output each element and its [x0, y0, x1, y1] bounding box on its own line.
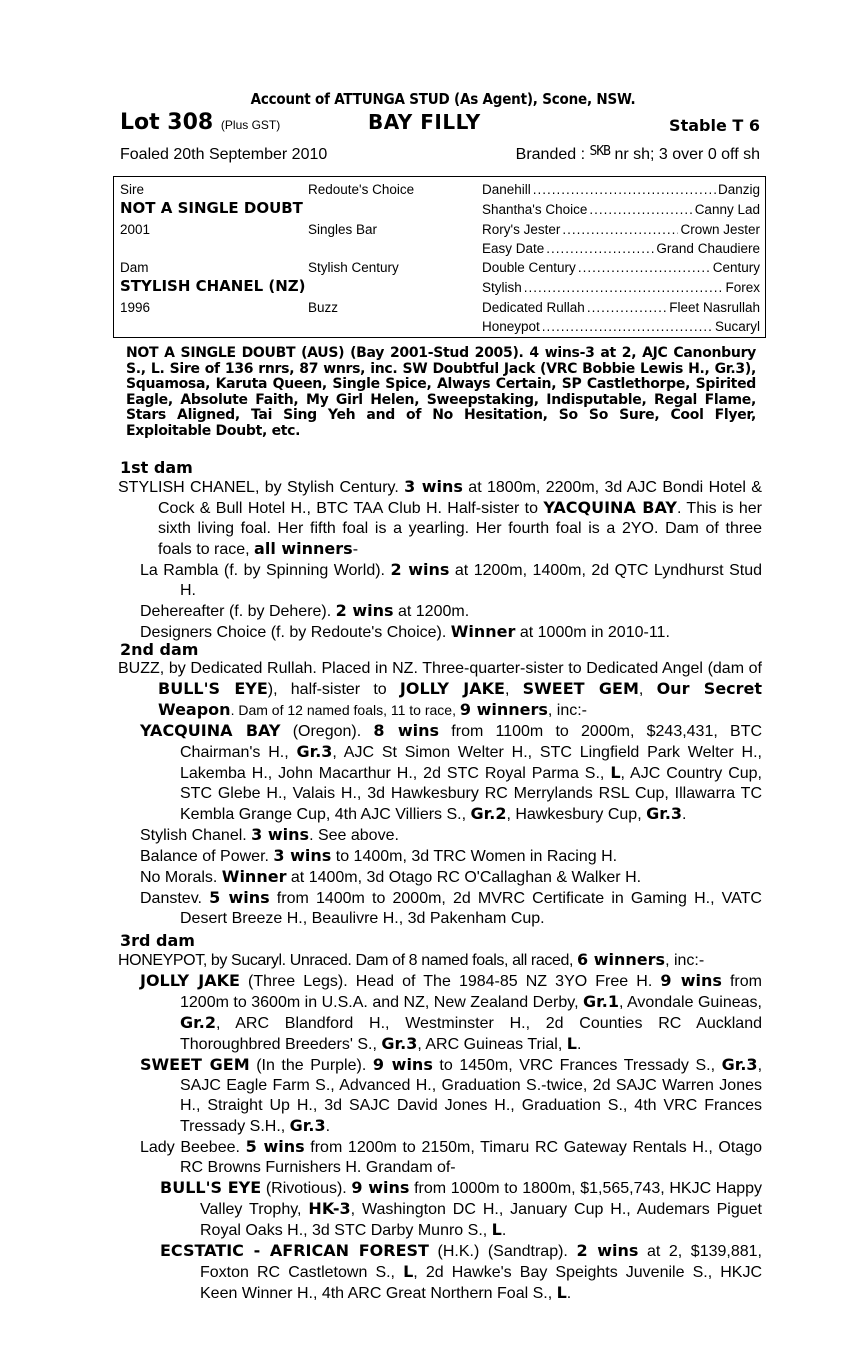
- gp-right: Century: [712, 260, 760, 275]
- gp-left: Double Century: [482, 260, 576, 275]
- sire-summary: NOT A SINGLE DOUBT (AUS) (Bay 2001-Stud 2005). 4 wins-3 at 2, AJC Canonbury S., L. Sire of 136 rnrs, 87 wnrs, inc. SW Doubtful Jack (VRC Bobbie Lewis H., Gr.3), Squamosa, Karuta Queen, Single Spice, Always Certain, SP Castlethorpe, Spirited Eagle, Absolute Faith, My Girl Helen, Sweepstaking, Indisputable, Regal Flame, Stars Aligned, Tai Sing Yeh and of No Hesitation, So So Sure, Cool Flyer, Exploitable Doubt, etc.: [126, 345, 756, 439]
- lot-label: Lot 308: [120, 110, 214, 135]
- section-heading: 3rd dam: [120, 931, 195, 950]
- gp-right: Sucaryl: [714, 319, 760, 334]
- progeny-entry: Balance of Power. 3 wins to 1400m, 3d TRC Women in Racing H.: [140, 846, 618, 865]
- grandparent-row: [482, 299, 760, 316]
- foaled-line: [120, 146, 762, 168]
- gp-right: Crown Jester: [680, 222, 760, 237]
- gp-right: Grand Chaudiere: [656, 241, 760, 256]
- dam-year: 1996: [120, 300, 151, 315]
- grandparent-row: [482, 240, 760, 257]
- progeny-entry: SWEET GEM (In the Purple). 9 wins to 1450m, VRC Frances Tressady S., Gr.3, SAJC Eagle Farm S., Advanced H., Graduation S.-twice, 2d SAJC Warren Jones H., Straight Up H., 3d SAJC David Jones H., Graduation S., 4th VRC Frances Tressady S.H., Gr.3.: [140, 1055, 763, 1135]
- section-heading: 2nd dam: [120, 640, 199, 659]
- second-dam-section: [120, 641, 762, 929]
- lot-number: [120, 110, 280, 135]
- progeny-entry: Dehereafter (f. by Dehere). 2 wins at 1200m.: [140, 601, 470, 620]
- section-heading: 1st dam: [120, 458, 193, 477]
- lot-line: [120, 110, 762, 140]
- dam-paragraph: BUZZ, by Dedicated Rullah. Placed in NZ. Three-quarter-sister to Dedicated Angel (dam of BULL'S EYE), half-sister to JOLLY JAKE, SWEET GEM, Our Secret Weapon. Dam of 12 named foals, 11 to race, 9 winners, inc:-: [118, 660, 763, 719]
- grandparent-row: [482, 181, 760, 198]
- gp-left: Shantha's Choice: [482, 202, 588, 217]
- gst-note: (Plus GST): [220, 118, 281, 132]
- pedigree-table: [113, 176, 766, 338]
- dam-sire: Stylish Century: [308, 260, 399, 275]
- vendor-account: Account of ATTUNGA STUD (As Agent), Scone, NSW.: [250, 90, 636, 108]
- grandparent-row: [482, 201, 760, 218]
- progeny-entry: La Rambla (f. by Spinning World). 2 wins at 1200m, 1400m, 2d QTC Lyndhurst Stud H.: [140, 560, 762, 599]
- sire-year: 2001: [120, 222, 151, 237]
- gp-left: Dedicated Rullah: [482, 300, 585, 315]
- grandparent-row: [482, 259, 760, 276]
- gp-left: Stylish: [482, 280, 522, 295]
- stable-number: Stable T 6: [669, 116, 760, 135]
- grandprogeny-entry: BULL'S EYE (Rivotious). 9 wins from 1000m to 1800m, $1,565,743, HKJC Happy Valley Trophy, HK-3, Washington DC H., January Cup H., Audemars Piguet Royal Oaks H., 3d STC Darby Munro S., L.: [160, 1178, 763, 1239]
- dam-name: STYLISH CHANEL (NZ): [120, 277, 306, 295]
- progeny-entry: Stylish Chanel. 3 wins. See above.: [140, 825, 399, 844]
- progeny-entry: No Morals. Winner at 1400m, 3d Otago RC O'Callaghan & Walker H.: [140, 867, 642, 886]
- progeny-entry: Lady Beebee. 5 wins from 1200m to 2150m, Timaru RC Gateway Rentals H., Otago RC Browns Furnishers H. Grandam of-: [140, 1137, 763, 1176]
- sire-name: NOT A SINGLE DOUBT: [120, 199, 303, 217]
- first-dam-section: [120, 459, 762, 643]
- brand-mark: SKB: [589, 144, 610, 159]
- gp-left: Honeypot: [482, 319, 540, 334]
- progeny-entry: YACQUINA BAY (Oregon). 8 wins from 1100m to 2000m, $243,431, BTC Chairman's H., Gr.3, AJC St Simon Welter H., STC Lingfield Park Welter H., Lakemba H., John Macarthur H., 2d STC Royal Parma S., L, AJC Country Cup, STC Glebe H., Valais H., 3d Hawkesbury RC Merrylands RSL Cup, Illawarra TC Kembla Grange Cup, 4th AJC Villiers S., Gr.2, Hawkesbury Cup, Gr.3.: [140, 721, 763, 823]
- horse-description: BAY FILLY: [368, 110, 481, 134]
- sire-label: Sire: [120, 182, 145, 197]
- dam-paragraph: HONEYPOT, by Sucaryl. Unraced. Dam of 8 named foals, all raced, 6 winners, inc:-: [118, 950, 705, 969]
- branded-label: Branded :: [515, 146, 586, 163]
- brand-info: [516, 146, 760, 164]
- progeny-entry: Designers Choice (f. by Redoute's Choice). Winner at 1000m in 2010-11.: [140, 622, 670, 641]
- progeny-entry: JOLLY JAKE (Three Legs). Head of The 1984-85 NZ 3YO Free H. 9 wins from 1200m to 3600m in U.S.A. and NZ, New Zealand Derby, Gr.1, Avondale Guineas, Gr.2, ARC Blandford H., Westminster H., 2d Counties RC Auckland Thoroughbred Breeders' S., Gr.3, ARC Guineas Trial, L.: [140, 971, 762, 1053]
- gp-left: Danehill: [482, 182, 531, 197]
- brand-position: nr sh; 3 over 0 off sh: [614, 146, 760, 163]
- foaled-date: Foaled 20th September 2010: [120, 146, 328, 163]
- gp-right: Fleet Nasrullah: [669, 300, 760, 315]
- dam-label: Dam: [120, 260, 149, 275]
- dam-dam: Buzz: [308, 300, 339, 315]
- grandprogeny-entry: ECSTATIC - AFRICAN FOREST (H.K.) (Sandtrap). 2 wins at 2, $139,881, Foxton RC Castletown S., L, 2d Hawke's Bay Speights Juvenile S., HKJC Keen Winner H., 4th ARC Great Northern Foal S., L.: [160, 1241, 763, 1302]
- gp-right: Canny Lad: [694, 202, 760, 217]
- grandparent-row: [482, 318, 760, 335]
- third-dam-section: [120, 932, 762, 1304]
- progeny-entry: Danstev. 5 wins from 1400m to 2000m, 2d MVRC Certificate in Gaming H., VATC Desert Breeze H., Beaulivre H., 3d Pakenham Cup.: [140, 888, 762, 927]
- sire-sire: Redoute's Choice: [308, 182, 415, 197]
- gp-left: Rory's Jester: [482, 222, 561, 237]
- dam-paragraph: STYLISH CHANEL, by Stylish Century. 3 wins at 1800m, 2200m, 3d AJC Bondi Hotel & Cock & Bull Hotel H., BTC TAA Club H. Half-sister to YACQUINA BAY. This is her sixth living foal. Her fifth foal is a yearling. Her fourth foal is a 2YO. Dam of three foals to race, all winners-: [118, 477, 763, 558]
- gp-right: Forex: [725, 280, 760, 295]
- sire-dam: Singles Bar: [308, 222, 378, 237]
- gp-left: Easy Date: [482, 241, 545, 256]
- grandparent-row: [482, 221, 760, 238]
- gp-right: Danzig: [717, 182, 760, 197]
- grandparent-row: [482, 279, 760, 296]
